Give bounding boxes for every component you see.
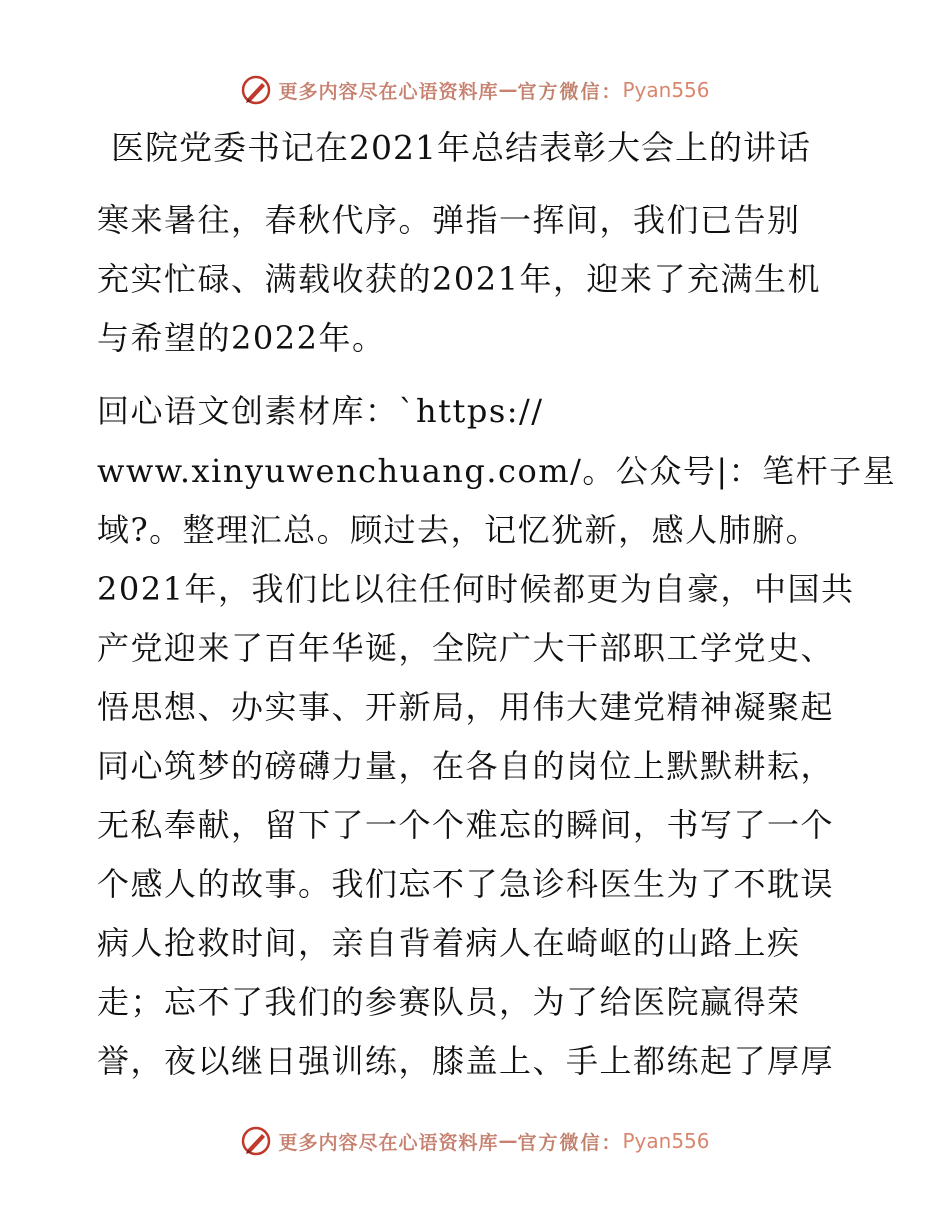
banner-separator: —: [498, 79, 518, 101]
body-line: 誉，夜以继日强训练，膝盖上、手上都练起了厚厚: [97, 1042, 835, 1080]
pen-logo-icon: [240, 74, 272, 106]
banner-main-text: 更多内容尽在心语资料库: [278, 80, 499, 103]
header-watermark-banner: [0, 70, 950, 110]
banner-wechat-id: Pyan556: [622, 78, 710, 102]
banner-wechat-label: 官方微信：: [517, 1131, 623, 1154]
body-line: 寒来暑往，春秋代序。弹指一挥间，我们已告别: [97, 201, 801, 239]
pen-logo-icon: [240, 1125, 272, 1157]
banner-wechat-id: Pyan556: [622, 1129, 710, 1153]
footer-watermark-banner: [0, 1121, 950, 1161]
body-line: 回心语文创素材库：`https://: [97, 392, 544, 430]
body-line: 产党迎来了百年华诞，全院广大干部职工学党史、: [97, 629, 835, 667]
banner-separator: —: [498, 1130, 518, 1152]
banner-wechat-label: 官方微信：: [517, 80, 623, 103]
body-line: 无私奉献，留下了一个个难忘的瞬间，书写了一个: [97, 806, 835, 844]
body-line: www.xinyuwenchuang.com/。公众号|：笔杆子星: [97, 452, 897, 490]
body-line: 个感人的故事。我们忘不了急诊科医生为了不耽误: [97, 865, 835, 903]
body-line: 域?。整理汇总。顾过去，记忆犹新，感人肺腑。: [97, 511, 820, 549]
body-line: 悟思想、办实事、开新局，用伟大建党精神凝聚起: [97, 688, 835, 726]
body-line: 与希望的2022年。: [97, 319, 386, 357]
body-line: 走；忘不了我们的参赛队员，为了给医院赢得荣: [97, 983, 801, 1021]
body-line: 2021年，我们比以往任何时候都更为自豪，中国共: [97, 570, 855, 608]
body-line: 同心筑梦的磅礴力量，在各自的岗位上默默耕耘，: [97, 747, 835, 785]
body-line: 充实忙碌、满载收获的2021年，迎来了充满生机: [97, 260, 821, 298]
document-title: 医院党委书记在2021年总结表彰大会上的讲话: [111, 128, 811, 167]
banner-main-text: 更多内容尽在心语资料库: [278, 1131, 499, 1154]
body-line: 病人抢救时间，亲自背着病人在崎岖的山路上疾: [97, 924, 801, 962]
